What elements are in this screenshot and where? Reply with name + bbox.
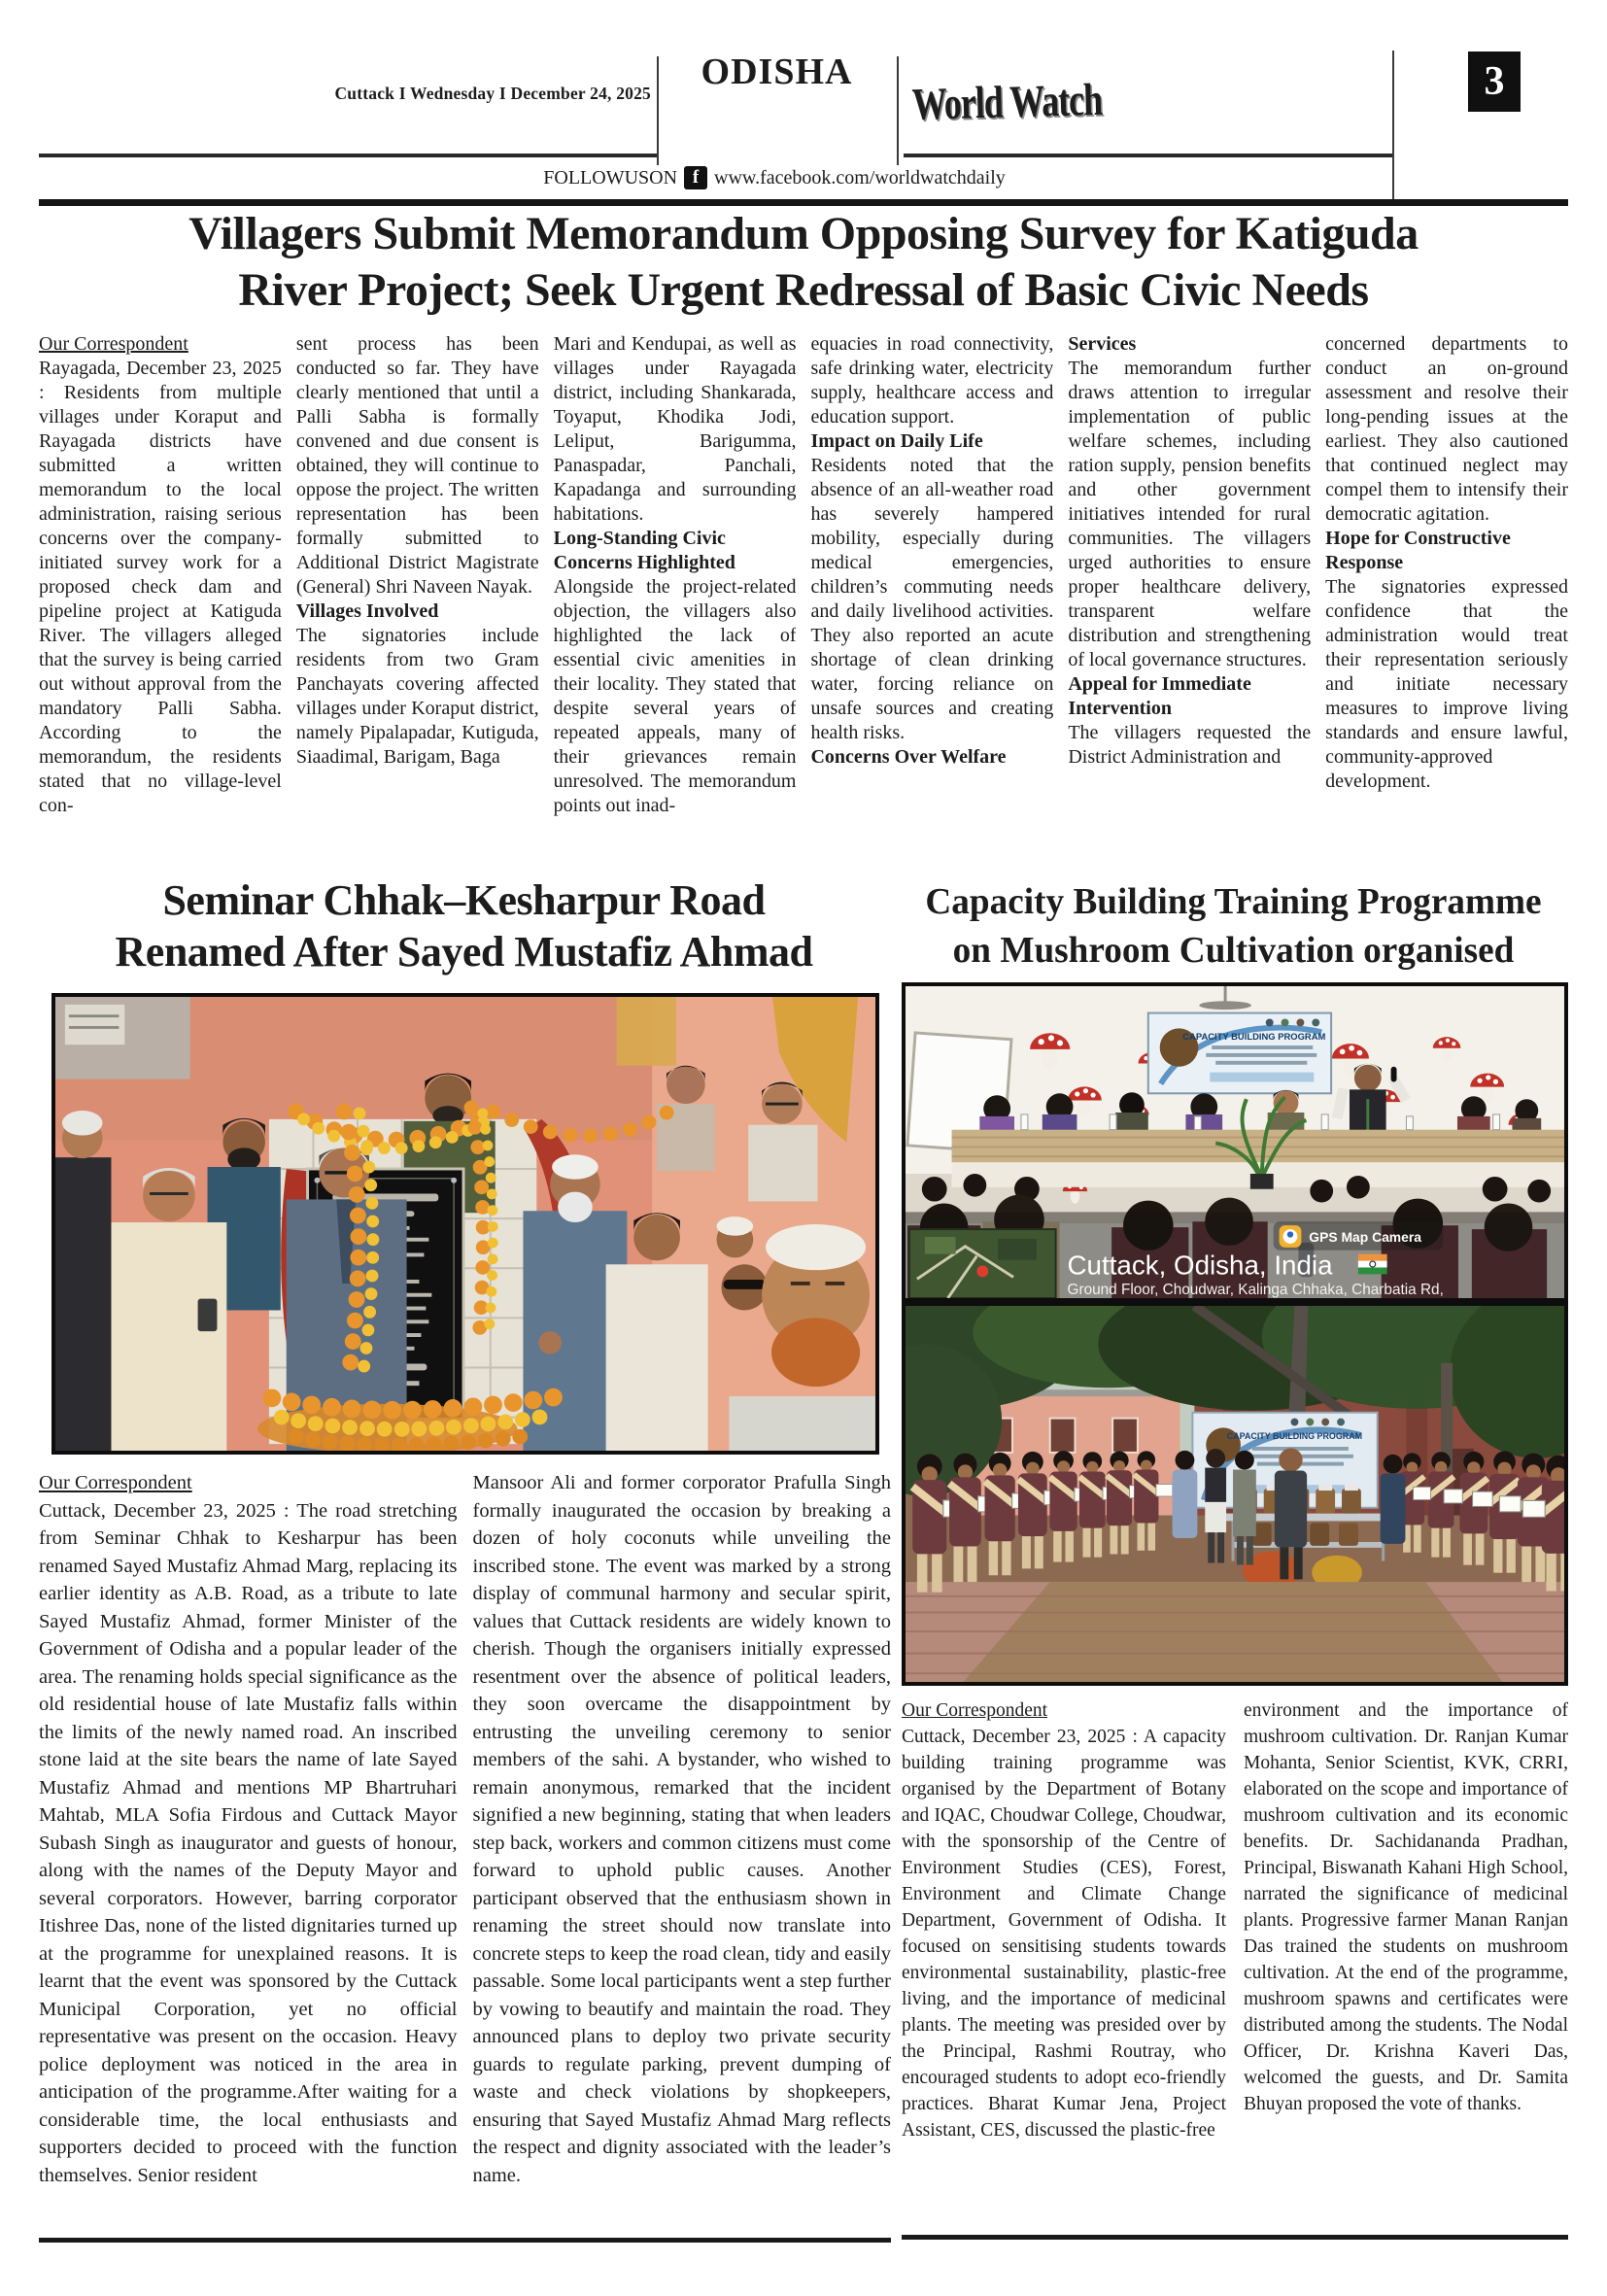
article-column	[810, 332, 1053, 873]
article-paragraph: Rayagada, December 23, 2025 : Residents from multiple villages under Koraput and Rayagada districts have submitted a written memorandum to the local administration, raising serious concerns over the company-initiated survey work for a proposed check dam and pipeline project at Katiguda River. The villagers alleged that the survey is being carried out without approval from the mandatory Palli Sabha. According to the memorandum, the residents stated that no village-level con-	[39, 358, 282, 816]
banner-title-text: CAPACITY BUILDING PROGRAM	[1182, 1032, 1326, 1043]
facebook-icon: f	[684, 166, 707, 189]
header-rule	[39, 199, 1568, 206]
article-column	[39, 332, 282, 873]
article-column	[1325, 332, 1568, 873]
article-paragraph: Alongside the project-related objection, the villagers also highlighted the lack of essential civic amenities in their locality. They stated that despite several years of repeated appeals, many of their grievances remain unresolved. The memorandum points out inad-	[553, 576, 797, 816]
gps-overlay	[906, 1212, 1564, 1298]
road-article-end-rule	[39, 2238, 891, 2243]
article-column	[296, 332, 539, 873]
mushroom-article-headline	[906, 877, 1561, 975]
article-paragraph: Mansoor Ali and former corporator Prafulla Singh formally inaugurated the occasion by breaking a dozen of holy coconuts while unveiling the inscribed stone. The event was marked by a strong display of communal harmony and secular spirit, values that Cuttack residents are widely known to cherish. Though the organisers initially expressed resentment over the absence of political leaders, they soon overcame the disappointment by entrusting the unveiling ceremony to senior members of the sahi. A bystander, who wished to remain anonymous, remarked that the incident signified a new beginning, stating that when leaders step back, workers and common citizens must come forward to uphold public causes. Another participant observed that the enthusiasm shown in renaming the street should now translate into concrete steps to keep the road clean, tidy and easily passable. Some local participants went a step further by vowing to beautify and maintain the road. They announced plans to deploy two private security guards to regulate parking, prevent dumping of waste and check violations by shopkeepers, ensuring that Sayed Mustafiz Ahmad Marg reflects the respect and dignity associated with the leader’s name.	[472, 1472, 891, 2186]
article-subhead: Villages Involved	[295, 600, 439, 622]
article-paragraph: environment and the importance of mushroom cultivation. Dr. Ranjan Kumar Mohanta, Senior Scientist, KVK, CRRI, elaborated on the scope and importance of mushroom cultivation and its economic benefits. Dr. Sachidananda Pradhan, Principal, Biswanath Kahani High School, narrated the significance of medicinal plants. Progressive farmer Manan Ranjan Das trained the students on mushroom cultivation. At the end of the programme, mushroom spawns and certificates were distributed among the students. The Nodal Officer, Dr. Krishna Kaveri Das, welcomed the guests, and Dr. Samita Bhuyan proposed the vote of thanks.	[1244, 1700, 1568, 2114]
article-byline: Our Correspondent	[39, 333, 188, 355]
article-subhead: Appeal for Immediate Intervention	[1068, 673, 1251, 719]
article-paragraph: The memorandum further draws attention to irregular implementation of public welfare schemes, including ration supply, pension benefits and other government initiatives intended for rural communities. The villagers urged authorities to ensure proper healthcare delivery, transparent welfare distribution and strengthening of local governance structures.	[1068, 358, 1312, 670]
masthead-rule	[904, 154, 1392, 157]
mushroom-headline-line1: Capacity Building Training Programme	[925, 881, 1542, 922]
india-flag-icon	[1358, 1254, 1387, 1275]
article-byline: Our Correspondent	[39, 1472, 192, 1493]
capacity-building-banner	[1148, 1013, 1331, 1094]
article-subhead: Concerns Over Welfare	[810, 746, 1007, 768]
article-column	[1068, 332, 1311, 873]
lead-headline-line2: River Project; Seek Urgent Redressal of Basic Civic Needs	[238, 264, 1369, 316]
article-paragraph: The signatories include residents from two Gram Panchayats covering affected villages under Koraput district, namely Pipalapadar, Kutiguda, Siaadimal, Barigam, Baga	[295, 625, 539, 768]
training-hall-photo	[902, 982, 1568, 1302]
gps-address-text: Ground Floor, Choudwar, Kalinga Chhaka, Charbatia Rd,	[1067, 1282, 1444, 1298]
article-column	[554, 332, 797, 873]
training-hall-illustration	[906, 986, 1564, 1298]
article-subhead: Hope for Constructive Response	[1325, 528, 1511, 573]
section-title: ODISHA	[701, 51, 853, 92]
page-number: 3	[1468, 51, 1521, 112]
mushroom-headline-line2: on Mushroom Cultivation organised	[952, 930, 1515, 971]
facebook-url: www.facebook.com/worldwatchdaily	[714, 166, 1006, 188]
article-paragraph: concerned departments to conduct an on-ground assessment and resolve their long-pending issues at the earliest. They also cautioned that continued neglect may compel them to intensify their democratic agitation.	[1325, 333, 1568, 525]
article-subhead: Impact on Daily Life	[810, 430, 983, 452]
article-paragraph: Cuttack, December 23, 2025 : The road stretching from Seminar Chhak to Kesharpur has been renamed Sayed Mustafiz Ahmad Marg, replacing its earlier identity as A.B. Road, as a tribute to late Sayed Mustafiz Ahmad, former Minister of the Government of Odisha and a popular leader of the area. The renaming holds special significance as the old residential house of late Mustafiz falls within the limits of the newly named road. An inscribed stone laid at the site bears the name of late Sayed Mustafiz Ahmad and mentions MP Bhartruhari Mahtab, MLA Sofia Firdous and Cuttack Mayor Subash Singh as inaugurator and guests of honour, along with the names of the Deputy Mayor and several corporators. However, barring corporator Itishree Das, none of the listed dignitaries turned up at the programme for unexplained reasons. It is learnt that the event was sponsored by the Cuttack Municipal Corporation, yet no official representative was present on the occasion. Heavy police deployment was noticed in the area in anticipation of the programme.After waiting for a considerable time, the local enthusiasts and supporters decided to proceed with the function themselves. Senior resident	[39, 1499, 458, 2186]
article-byline: Our Correspondent	[902, 1700, 1048, 1721]
article-paragraph: The signatories expressed confidence that the administration would treat their representation seriously and initiate necessary measures to improve living standards and ensure lawful, community-approved development.	[1325, 576, 1568, 792]
gps-badge	[1274, 1221, 1443, 1251]
lead-headline	[39, 206, 1568, 319]
article-column	[1244, 1697, 1568, 2230]
article-paragraph: equacies in road connectivity, safe drinking water, electricity supply, healthcare access and education support.	[810, 333, 1054, 428]
road-unveiling-photo	[51, 993, 879, 1455]
lead-headline-line1: Villagers Submit Memorandum Opposing Survey for Katiguda	[188, 208, 1419, 259]
follow-label: FOLLOWUSON	[543, 166, 678, 188]
road-headline-line1: Seminar Chhak–Kesharpur Road	[162, 876, 766, 924]
masthead-dateline: Cuttack I Wednesday I December 24, 2025	[334, 84, 651, 103]
road-unveiling-illustration	[55, 997, 875, 1451]
article-column	[902, 1697, 1226, 2230]
road-article-columns	[39, 1469, 891, 2233]
article-paragraph: Residents noted that the absence of an all-weather road has severely hampered mobility, especially during medical emergencies, children’s commuting needs and daily livelihood activities. They also reported an acute shortage of clean drinking water, forcing reliance on unsafe sources and creating health risks.	[810, 455, 1054, 743]
article-paragraph: Mari and Kendupai, as well as villages under Rayagada district, including Shankarada, Toyaput, Khodika Jodi, Leliput, Barigumma, Panaspadar, Panchali, Kapadanga and surrounding habitations.	[553, 333, 797, 525]
article-paragraph: sent process has been conducted so far. They have clearly mentioned that until a Palli Sabha is formally convened and due consent is obtained, they will continue to oppose the project. The written representation has been formally submitted to Additional District Magistrate (General) Shri Naveen Nayak.	[295, 333, 539, 598]
follow-us-line	[39, 166, 1510, 189]
group-photo	[902, 1302, 1568, 1686]
road-article-headline	[39, 874, 889, 977]
article-subhead: Long-Standing Civic Concerns Highlighted	[553, 528, 735, 573]
article-column	[473, 1469, 892, 2233]
lead-article-columns	[39, 332, 1568, 873]
gps-badge-label: GPS Map Camera	[1309, 1228, 1421, 1245]
mushroom-article-end-rule	[902, 2235, 1568, 2240]
article-column	[39, 1469, 458, 2233]
gps-location-text: Cuttack, Odisha, India	[1067, 1250, 1333, 1281]
masthead-divider	[897, 56, 899, 165]
brand-logo: World Watch	[911, 74, 1103, 130]
mushroom-article-columns	[902, 1697, 1568, 2230]
article-subhead: Services	[1068, 333, 1137, 355]
road-headline-line2: Renamed After Sayed Mustafiz Ahmad	[115, 928, 813, 976]
masthead-rule	[39, 154, 657, 157]
banner-title-text-outdoor: CAPACITY BUILDING PROGRAM	[1226, 1431, 1363, 1442]
group-photo-illustration	[906, 1306, 1564, 1682]
article-paragraph: Cuttack, December 23, 2025 : A capacity building training programme was organised by the Department of Botany and IQAC, Choudwar College, Choudwar, with the sponsorship of the Centre of Environment Studies (CES), Forest, Environment and Climate Change Department, Government of Odisha. It focused on sensitising students towards environmental sustainability, plastic-free living, and the importance of medicinal plants. The meeting was presided over by the Principal, Rashmi Routray, who encouraged students to adopt eco-friendly practices. Bharat Kumar Jena, Project Assistant, CES, discussed the plastic-free	[902, 1727, 1226, 2141]
article-paragraph: The villagers requested the District Administration and	[1068, 722, 1312, 768]
